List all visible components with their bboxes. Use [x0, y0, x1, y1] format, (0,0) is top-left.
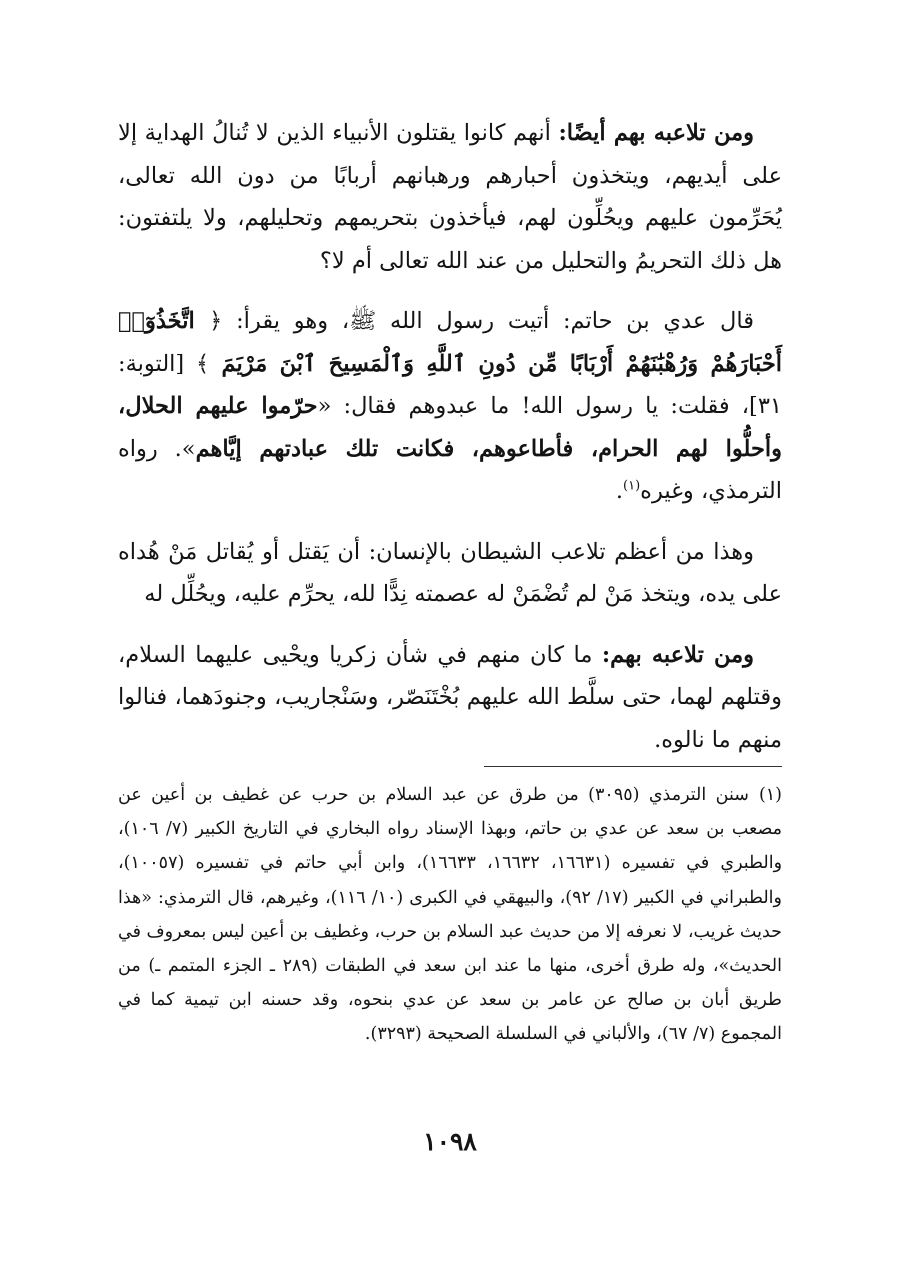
footnote — [118, 778, 782, 1052]
footnote-text: سنن الترمذي (٣٠٩٥) من طرق عن عبد السلام بن حرب عن غطيف بن أعين عن مصعب بن سعد عن عدي بن حاتم، وبهذا الإسناد رواه البخاري في التاريخ الكبير (٧/ ١٠٦)، والطبري في تفسيره (١٦٦٣١، ١٦٦٣٢، ١٦٦٣٣)، وابن أبي حاتم في تفسيره (١٠٠٥٧)، والطبراني في الكبير (١٧/ ٩٢)، والبيهقي في الكبرى (١٠/ ١١٦)، وغيرهم، قال الترمذي: «هذا حديث غريب، لا نعرفه إلا من حديث عبد السلام بن حرب، وغطيف بن أعين ليس بمعروف في الحديث»، وله طرق أخرى، منها ما عند ابن سعد في الطبقات (٢٨٩ ـ الجزء المتمم ـ) من طريق أبان بن صالح عن عامر بن سعد عن عدي بنحوه، وقد حسنه ابن تيمية كما في المجموع (٧/ ٦٧)، والألباني في السلسلة الصحيحة (٣٢٩٣). — [118, 785, 783, 1045]
paragraph-2 — [118, 300, 782, 513]
verse-reference: [التوبة: ٣١]، فقلت: يا رسول الله! ما عبدوهم فقال: « — [118, 350, 782, 419]
hadith-intro: قال عدي بن حاتم: أتيت رسول الله ﷺ، وهو يقرأ: — [222, 308, 754, 334]
paragraph-1-text: أنهم كانوا يقتلون الأنبياء الذين لا تُنالُ الهداية إلا على أيديهم، ويتخذون أحبارهم ورهبانهم أربابًا من دون الله تعالى، يُحَرِّمون عليهم ويحُلِّون لهم، فيأخذون بتحريمهم وتحليلهم، ولا يلتفتون: هل ذلك التحريمُ والتحليل من عند الله تعالى أم لا؟ — [118, 120, 782, 274]
paragraph-4-text: ما كان منهم في شأن زكريا ويحْيى عليهما السلام، وقتلهم لهما، حتى سلَّط الله عليهم بُخْتَنَصّر، وسَنْجاريب، وجنودَهما، فنالوا منهم ما نالوه. — [118, 641, 782, 753]
paragraph-4-lead: ومن تلاعبه بهم: — [601, 641, 754, 668]
footnote-number: (١) — [758, 785, 782, 805]
hadith-text: حرّموا عليهم الحلال، وأحلُّوا لهم الحرام، فأطاعوهم، فكانت تلك عبادتهم إيَّاهم — [118, 393, 783, 462]
page-number: ١٠٩٨ — [423, 1127, 477, 1156]
footnote-separator — [484, 766, 782, 767]
paragraph-3: وهذا من أعظم تلاعب الشيطان بالإنسان: أن يَقتل أو يُقاتل مَنْ هُداه على يده، ويتخذ مَنْ لم تُضْمَنْ له عصمته نِدًّا لله، يحرِّم عليه، ويحُلِّل له — [118, 538, 782, 607]
verse-brace-open: ﴿ — [209, 308, 223, 334]
paragraph-1 — [118, 112, 782, 282]
hadith-source: ». رواه الترمذي، وغيره — [118, 435, 782, 504]
paragraph-4 — [118, 634, 782, 762]
verse-brace-close: ﴾ — [195, 350, 210, 377]
footnote-reference[interactable]: (١) — [623, 478, 641, 494]
quran-verse: اتَّخَذُوٓا۟ أَحْبَارَهُمْ وَرُهْبَٰنَهُمْ أَرْبَابًا مِّن دُونِ ٱللَّهِ وَٱلْمَسِيحَ ٱبْنَ مَرْيَمَ — [118, 308, 782, 377]
paragraph-1-lead: ومن تلاعبه بهم أيضًا: — [558, 120, 754, 146]
main-text — [118, 112, 782, 779]
paragraph-2-end: . — [615, 478, 624, 504]
